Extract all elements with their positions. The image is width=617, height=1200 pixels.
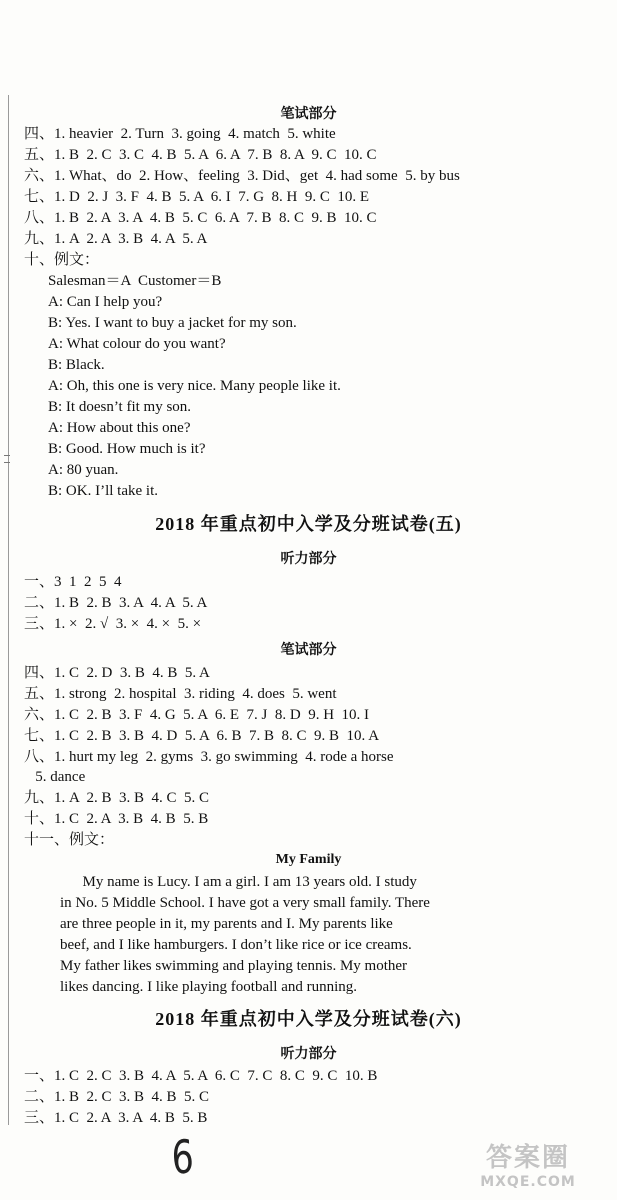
watermark-url: MXQE.COM xyxy=(480,1174,576,1190)
essay-line: beef, and I like hamburgers. I don’t like rice or ice creams. xyxy=(60,937,412,953)
dialogue-line: A: 80 yuan. xyxy=(48,462,119,478)
answer-line: 九、1. A 2. B 3. B 4. C 5. C xyxy=(24,790,210,806)
answer-line: 二、1. B 2. B 3. A 4. A 5. A xyxy=(24,595,208,611)
section-header-listening: 听力部分 xyxy=(280,1047,337,1062)
dialogue-line: B: Good. How much is it? xyxy=(48,441,206,457)
essay-line: likes dancing. I like playing football and running. xyxy=(60,979,358,995)
answer-line: 四、1. heavier 2. Turn 3. going 4. match 5. white xyxy=(24,126,336,142)
dialogue-line: A: What colour do you want? xyxy=(48,336,226,352)
answer-line: 八、1. hurt my leg 2. gyms 3. go swimming 4. rode a horse xyxy=(24,749,394,765)
answer-line: 六、1. What、do 2. How、feeling 3. Did、get 4. had some 5. by bus xyxy=(24,168,460,184)
dialogue-line: Salesman＝A Customer＝B xyxy=(48,273,222,289)
watermark xyxy=(453,1137,603,1190)
answer-line: 5. dance xyxy=(24,769,86,785)
section-header-written: 笔试部分 xyxy=(280,643,337,658)
answer-line: 四、1. C 2. D 3. B 4. B 5. A xyxy=(24,665,210,681)
answer-line: 九、1. A 2. A 3. B 4. A 5. A xyxy=(24,231,208,247)
exam-title-6: 2018 年重点初中入学及分班试卷(六) xyxy=(155,1009,462,1029)
dialogue-line: A: Oh, this one is very nice. Many people like it. xyxy=(48,378,341,394)
answer-line: 一、3 1 2 5 4 xyxy=(24,574,122,590)
answer-line: 八、1. B 2. A 3. A 4. B 5. C 6. A 7. B 8. C 9. B 10. C xyxy=(24,210,377,226)
handwritten-page-number: 6 xyxy=(170,1129,196,1185)
answer-line: 三、1. × 2. √ 3. × 4. × 5. × xyxy=(24,616,202,632)
essay-line: My name is Lucy. I am a girl. I am 13 years old. I study xyxy=(60,874,417,890)
dialogue-line: A: Can I help you? xyxy=(48,294,163,310)
section-header-written: 笔试部分 xyxy=(280,107,337,122)
section-header-listening: 听力部分 xyxy=(280,552,337,567)
margin-tick xyxy=(4,462,10,463)
dialogue-line: A: How about this one? xyxy=(48,420,191,436)
dialogue-line: B: It doesn’t fit my son. xyxy=(48,399,192,415)
dialogue-line: B: OK. I’ll take it. xyxy=(48,483,158,499)
answer-line: 十一、例文： xyxy=(24,832,115,848)
dialogue-line: B: Black. xyxy=(48,357,105,373)
page-margin-line xyxy=(8,95,9,1125)
margin-tick xyxy=(4,455,10,456)
answer-line: 六、1. C 2. B 3. F 4. G 5. A 6. E 7. J 8. D 9. H 10. I xyxy=(24,707,370,723)
watermark-logo: 答案圈 xyxy=(485,1143,570,1173)
essay-line: in No. 5 Middle School. I have got a very small family. There xyxy=(60,895,430,911)
essay-line: are three people in it, my parents and I. My parents like xyxy=(60,916,393,932)
answer-line: 三、1. C 2. A 3. A 4. B 5. B xyxy=(24,1110,208,1126)
answer-line: 五、1. B 2. C 3. C 4. B 5. A 6. A 7. B 8. A 9. C 10. C xyxy=(24,147,377,163)
answer-line: 一、1. C 2. C 3. B 4. A 5. A 6. C 7. C 8. C 9. C 10. B xyxy=(24,1068,378,1084)
dialogue-line: B: Yes. I want to buy a jacket for my son. xyxy=(48,315,297,331)
essay-line: My father likes swimming and playing tennis. My mother xyxy=(60,958,408,974)
answer-line: 五、1. strong 2. hospital 3. riding 4. does 5. went xyxy=(24,686,337,702)
exam-title-5: 2018 年重点初中入学及分班试卷(五) xyxy=(155,514,462,534)
answer-line: 十、例文： xyxy=(24,252,100,268)
answer-line: 十、1. C 2. A 3. B 4. B 5. B xyxy=(24,811,209,827)
answer-line: 七、1. D 2. J 3. F 4. B 5. A 6. I 7. G 8. H 9. C 10. E xyxy=(24,189,370,205)
answer-line: 二、1. B 2. C 3. B 4. B 5. C xyxy=(24,1089,210,1105)
essay-title: My Family xyxy=(275,852,342,867)
answer-line: 七、1. C 2. B 3. B 4. D 5. A 6. B 7. B 8. C 9. B 10. A xyxy=(24,728,380,744)
